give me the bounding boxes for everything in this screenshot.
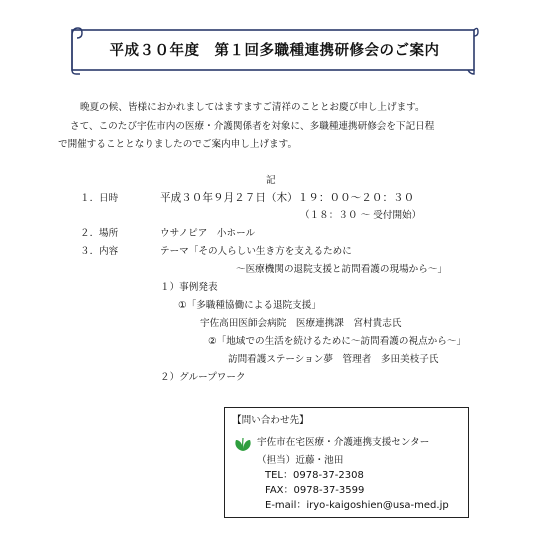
case1-presenter: 宇佐高田医師会病院 医療連携課 宮村貴志氏 <box>200 318 402 329</box>
contact-box <box>224 407 469 518</box>
case2-presenter: 訪問看護ステーション夢 管理者 多田美枝子氏 <box>228 354 439 365</box>
item-content-theme: テーマ「その人らしい生き方を支えるために <box>160 246 352 257</box>
item-date-value: 平成３０年９月２７日（木）１９：００～２０：３０ <box>160 192 415 204</box>
contact-tel: TEL：0978-37-2308 <box>265 470 364 481</box>
item-content-number: ３． <box>80 246 100 257</box>
item-content-label: 内容 <box>99 246 119 257</box>
greeting-line-2: さて、このたび宇佐市内の医療・介護関係者を対象に、多職種連携研修会を下記日程 <box>70 121 435 132</box>
contact-heading: 【問い合わせ先】 <box>232 415 309 426</box>
item-place-number: ２． <box>80 228 100 239</box>
item-place-value: ウサノピア 小ホール <box>160 228 256 239</box>
leaf-logo-icon <box>234 437 252 456</box>
ki-heading: 記 <box>266 175 276 186</box>
group-work: ２）グループワーク <box>160 372 246 383</box>
greeting-line-3: で開催することとなりましたのでご案内申し上げます。 <box>58 139 298 150</box>
item-content-subtheme: ～医療機関の退院支援と訪問看護の現場から～」 <box>236 264 448 275</box>
contact-org: 宇佐市在宅医療・介護連携支援センター <box>257 437 430 448</box>
contact-fax: FAX：0978-37-3599 <box>265 485 365 496</box>
item-date-note: （１８：３０ ～ 受付開始） <box>300 210 422 221</box>
item-place-label: 場所 <box>99 228 119 239</box>
contact-staff: （担当）近藤・池田 <box>257 455 344 466</box>
case-heading: １）事例発表 <box>160 282 218 293</box>
case2-title: ②「地域での生活を続けるために～訪問看護の視点から～」 <box>208 336 467 347</box>
page-title: 平成３０年度 第１回多職種連携研修会のご案内 <box>109 43 440 59</box>
case1-title: ①「多職種協働による退院支援」 <box>178 300 321 311</box>
item-date-number: １． <box>80 193 100 204</box>
greeting-line-1: 晩夏の候、皆様におかれましてはますますご清祥のこととお慶び申し上げます。 <box>80 102 425 113</box>
contact-email[interactable]: E-mail：iryo-kaigoshien@usa-med.jp <box>265 500 449 511</box>
title-banner <box>68 24 481 76</box>
item-date-label: 日時 <box>99 193 119 204</box>
